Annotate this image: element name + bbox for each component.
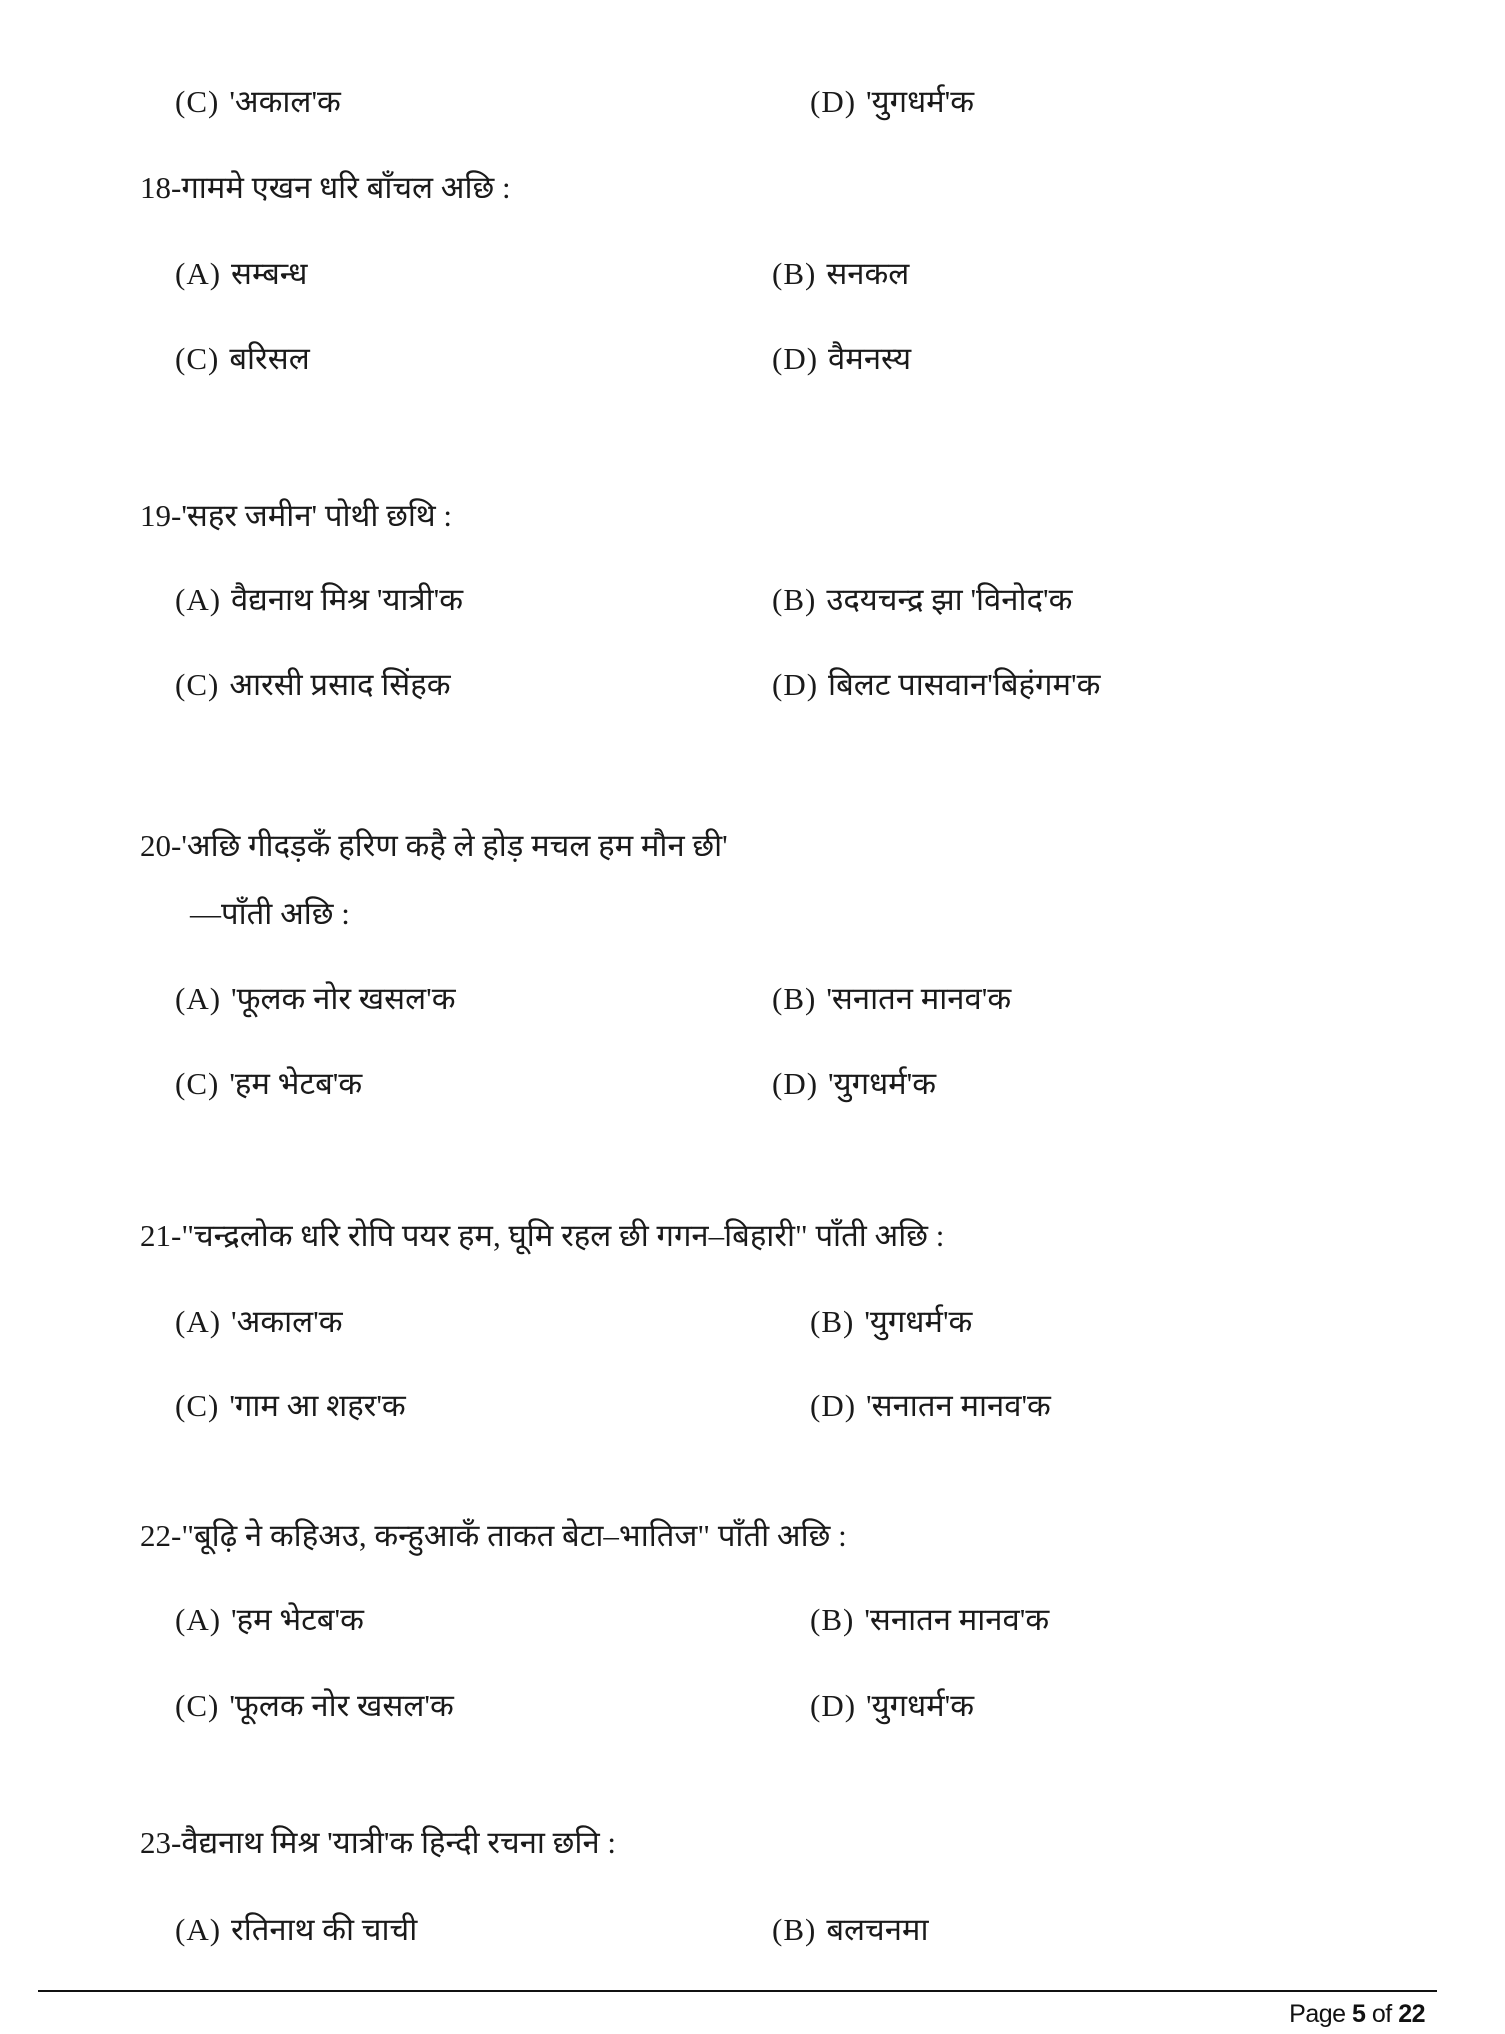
option-label: (B) [772, 256, 817, 291]
option-text: 'फूलक नोर खसल'क [231, 981, 456, 1016]
option-text: 'गाम आ शहर'क [229, 1388, 406, 1423]
option-a [175, 580, 463, 620]
question-number: 19- [140, 498, 182, 533]
option-text: सम्बन्ध [231, 256, 308, 291]
option-text: बलचनमा [826, 1912, 929, 1947]
option-label: (C) [175, 1066, 220, 1101]
option-text: 'हम भेटब'क [229, 1066, 363, 1101]
option-text: 'सनातन मानव'क [864, 1602, 1050, 1637]
option-label: (D) [772, 341, 819, 376]
option-text: 'अकाल'क [229, 84, 341, 119]
question-text: गाममे एखन धरि बाँचल अछि : [181, 170, 511, 205]
option-text: 'हम भेटब'क [231, 1602, 364, 1637]
page-total: 22 [1398, 2000, 1425, 2028]
option-text: 'सनातन मानव'क [826, 981, 1012, 1016]
option-a [175, 1600, 364, 1640]
question-text: "चन्द्रलोक धरि रोपि पयर हम, घूमि रहल छी गगन–बिहारी" पाँती अछि : [181, 1218, 945, 1253]
option-label: (D) [810, 1388, 857, 1423]
option-text: 'युगधर्म'क [866, 84, 975, 119]
option-text: बिलट पासवान'बिहंगम'क [828, 667, 1101, 702]
option-text: रतिनाथ की चाची [231, 1912, 418, 1947]
option-label: (C) [175, 1688, 220, 1723]
question-number: 20- [140, 828, 182, 863]
option-label: (D) [810, 84, 857, 119]
option-label: (B) [810, 1304, 855, 1339]
option-b [810, 1600, 1049, 1640]
option-d [810, 82, 974, 122]
option-a [175, 254, 307, 294]
question-text: 'अछि गीदड़कँ हरिण कहै ले होड़ मचल हम मौन छी' [181, 828, 728, 863]
option-b [772, 254, 909, 294]
option-d [772, 665, 1100, 705]
option-label: (D) [772, 667, 819, 702]
option-label: (B) [772, 1912, 817, 1947]
question-22 [140, 1516, 847, 1556]
page-current: 5 [1352, 2000, 1366, 2028]
option-label: (D) [810, 1688, 857, 1723]
question-number: 21- [140, 1218, 182, 1253]
option-text: वैद्यनाथ मिश्र 'यात्री'क [231, 582, 463, 617]
option-text: बरिसल [229, 341, 310, 376]
option-text: उदयचन्द्र झा 'विनोद'क [826, 582, 1073, 617]
question-text: "बूढ़ि ने कहिअउ, कन्हुआकँ ताकत बेटा–भातिज" पाँती अछि : [181, 1518, 847, 1553]
question-21 [140, 1216, 944, 1256]
question-20-continuation [190, 894, 350, 934]
question-text-continued: —पाँती अछि : [190, 896, 350, 931]
option-label: (C) [175, 84, 220, 119]
option-text: 'युगधर्म'क [864, 1304, 973, 1339]
option-c [175, 339, 310, 379]
page-of: of [1371, 2000, 1392, 2028]
option-text: 'सनातन मानव'क [866, 1388, 1051, 1423]
question-number: 18- [140, 170, 182, 205]
option-label: (B) [772, 582, 817, 617]
option-b [772, 580, 1072, 620]
page-prefix: Page [1289, 2000, 1346, 2028]
option-a [175, 1302, 343, 1342]
question-number: 22- [140, 1518, 182, 1553]
option-d [772, 1064, 936, 1104]
question-19 [140, 496, 452, 536]
option-label: (A) [175, 1602, 222, 1637]
footer-divider [38, 1990, 1437, 1992]
option-label: (B) [772, 981, 817, 1016]
option-text: 'फूलक नोर खसल'क [229, 1688, 454, 1723]
option-c [175, 665, 451, 705]
option-text: वैमनस्य [828, 341, 912, 376]
option-c [175, 82, 341, 122]
question-23 [140, 1823, 616, 1863]
option-b [810, 1302, 972, 1342]
option-b [772, 979, 1011, 1019]
option-c [175, 1686, 454, 1726]
option-a [175, 1910, 417, 1950]
option-d [810, 1386, 1051, 1426]
option-label: (C) [175, 667, 220, 702]
option-label: (A) [175, 256, 222, 291]
option-label: (C) [175, 341, 220, 376]
option-label: (C) [175, 1388, 220, 1423]
option-label: (A) [175, 1912, 222, 1947]
option-a [175, 979, 456, 1019]
option-label: (B) [810, 1602, 855, 1637]
question-text: वैद्यनाथ मिश्र 'यात्री'क हिन्दी रचना छनि : [181, 1825, 617, 1860]
option-label: (A) [175, 582, 222, 617]
option-c [175, 1386, 406, 1426]
option-c [175, 1064, 362, 1104]
option-label: (A) [175, 981, 222, 1016]
question-number: 23- [140, 1825, 182, 1860]
option-text: सनकल [826, 256, 910, 291]
question-text: 'सहर जमीन' पोथी छथि : [181, 498, 453, 533]
option-text: आरसी प्रसाद सिंहक [229, 667, 451, 702]
question-18 [140, 168, 511, 208]
option-text: 'अकाल'क [231, 1304, 343, 1339]
option-label: (D) [772, 1066, 819, 1101]
option-d [810, 1686, 974, 1726]
page-number [1289, 2000, 1425, 2029]
option-text: 'युगधर्म'क [828, 1066, 937, 1101]
question-20 [140, 826, 728, 866]
option-text: 'युगधर्म'क [866, 1688, 975, 1723]
option-d [772, 339, 911, 379]
option-b [772, 1910, 929, 1950]
option-label: (A) [175, 1304, 222, 1339]
